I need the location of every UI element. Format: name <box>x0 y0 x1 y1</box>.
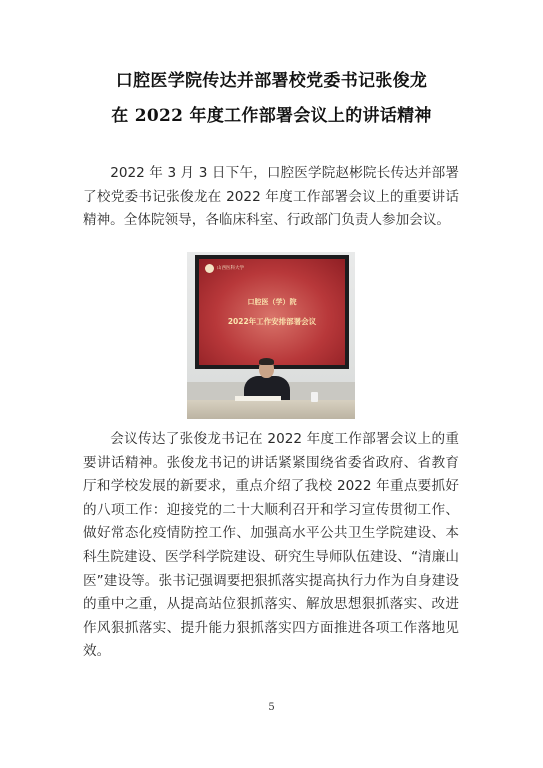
title-line-1: 口腔医学院传达并部署校党委书记张俊龙 <box>115 71 428 91</box>
meeting-desk <box>187 400 355 419</box>
paragraph-1: 2022 年 3 月 3 日下午，口腔医学院赵彬院长传达并部署了校党委书记张俊龙在 2022 年度工作部署会议上的重要讲话精神。全体院领导，各临床科室、行政部门负责人参加会议。 <box>83 165 459 229</box>
screen-school-name: 山西医科大学 <box>217 266 244 271</box>
desk-cup <box>311 392 318 402</box>
desk-papers <box>235 396 281 401</box>
screen-title-line-2: 2022年工作安排部署会议 <box>227 317 317 326</box>
paragraph-2: 会议传达了张俊龙书记在 2022 年度工作部署会议上的重要讲话精神。张俊龙书记的讲话紧紧围绕省委省政府、省教育厅和学校发展的新要求，重点介绍了我校 2022 年重点要抓好的八项工作：迎接党的二十大顺利召开和学习宣传贯彻工作、做好常态化疫情防控工作、加强高水平公共卫生学院建设、本科生院建设、医学科学院建设、研究生导师队伍建设、“清廉山医”建设等。张书记强调要把狠抓落实提高执行力作为自身建设的重中之重，从提高站位狠抓落实、解放思想狠抓落实、改进作风狠抓落实、提升能力狠抓落实四方面推进各项工作落地见效。 <box>83 431 459 660</box>
page-number: 5 <box>268 702 275 713</box>
projection-screen <box>199 259 345 365</box>
speaker-hair <box>259 358 274 365</box>
meeting-photo <box>187 252 355 419</box>
screen-title-line-1: 口腔医（学）院 <box>247 298 297 306</box>
title-line-2: 在 2022 年度工作部署会议上的讲话精神 <box>111 106 432 126</box>
university-logo-icon <box>205 264 214 273</box>
